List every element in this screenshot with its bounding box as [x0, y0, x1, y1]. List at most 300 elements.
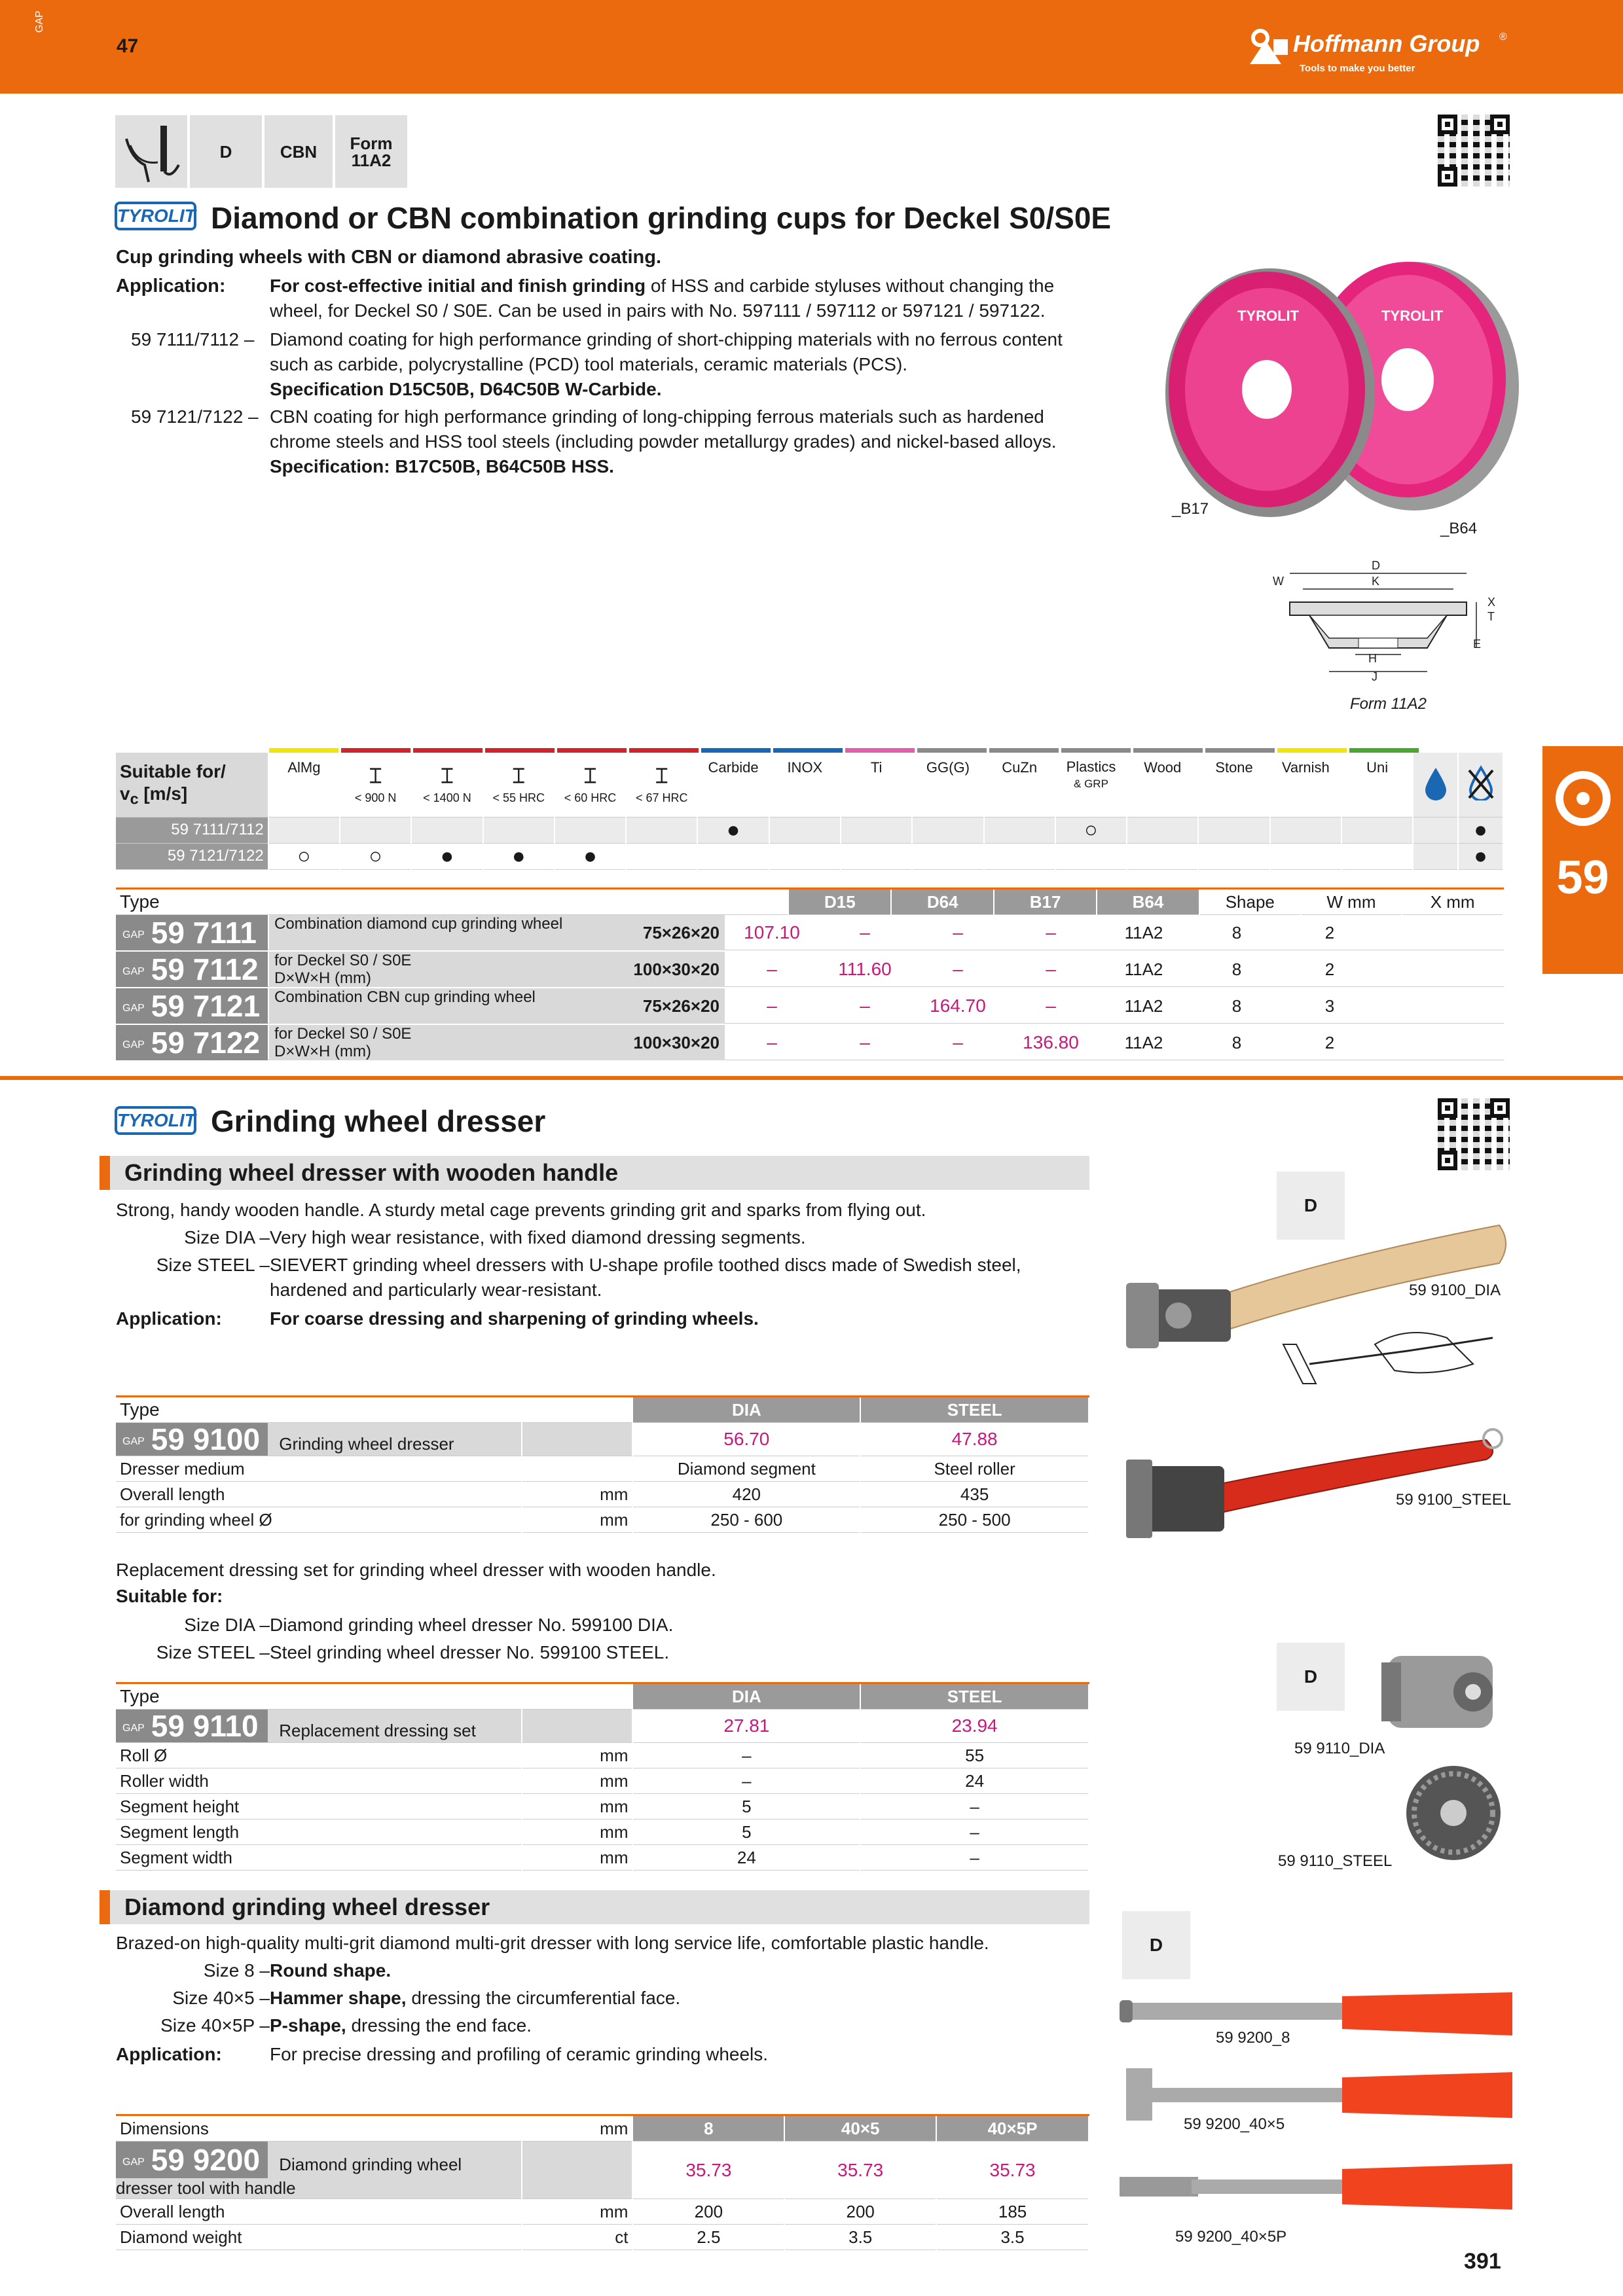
row-shape: 11A2 [1124, 996, 1163, 1016]
section-title-dresser: Grinding wheel dresser [211, 1104, 546, 1138]
spec-label: Segment width [116, 1845, 522, 1871]
replacement-steel-image [1395, 1761, 1512, 1865]
table-cell [1005, 1025, 1097, 1060]
grinding-wheel-icon [1550, 766, 1616, 831]
t2-head-blank [522, 1397, 633, 1423]
chapter-tab[interactable] [1542, 746, 1623, 974]
diamond-dresser-description: Brazed-on high-quality multi-grit diamond multi-grit dresser with long service life, comfortable plastic handle. [116, 1933, 989, 1953]
size40x5-bold: Hammer shape, [270, 1988, 407, 2008]
t2-price-steel: 47.88 [860, 1423, 1089, 1456]
t3-article-row[interactable] [116, 1710, 1089, 1743]
table-cell [1284, 952, 1376, 987]
t4-head-unit: mm [522, 2115, 633, 2142]
spec-unit: mm [522, 1507, 633, 1533]
dresser-40x5-image [1120, 2062, 1512, 2127]
spec-unit: mm [522, 1743, 633, 1768]
size40x5p-label: Size 40×5P – [160, 2015, 270, 2036]
application-label-4: Application: [116, 2044, 222, 2064]
suit-mark-dry: ● [1458, 817, 1503, 843]
spec-label: Overall length [116, 2199, 522, 2225]
note-label-7111: 59 7111/7112 – [131, 329, 255, 350]
table-row[interactable] [116, 952, 1504, 987]
hoffmann-logo-icon [1247, 29, 1290, 65]
t4-head-dims: Dimensions [116, 2115, 522, 2142]
table-row[interactable] [116, 1025, 1504, 1060]
row-w: 8 [1231, 1033, 1242, 1052]
suit-col-13-label: Stone [1215, 759, 1253, 776]
d-label-2: D [1277, 1643, 1345, 1711]
suit-label-2: v [120, 783, 130, 804]
diamond-dresser-table [116, 2114, 1089, 2250]
suit-mark [841, 817, 912, 843]
spec-unit: mm [522, 1768, 633, 1794]
suit-col-6-label: Carbide [708, 759, 759, 776]
table-cell [1098, 988, 1190, 1024]
note-7111-line1: Diamond coating for high performance grinding of short-chipping materials with no ferrous content [270, 329, 1063, 350]
steel-line2: hardened and particularly wear-resistant. [270, 1280, 602, 1300]
t1-head-shape: Shape [1199, 889, 1301, 915]
brand-name: Hoffmann Group [1293, 30, 1480, 57]
table-cell [1005, 988, 1097, 1024]
spec-label: Dresser medium [116, 1456, 522, 1482]
price-b64: 136.80 [1023, 1032, 1079, 1052]
spec-label: Diamond weight [116, 2225, 522, 2250]
suit-colorbar [413, 748, 483, 753]
suit-colorbar [1205, 748, 1275, 753]
dresser-table [116, 1395, 1089, 1533]
price-d15: 107.10 [744, 922, 800, 942]
spec-value: 3.5 [784, 2225, 936, 2250]
table-row[interactable] [116, 988, 1504, 1024]
suit-mark [769, 817, 841, 843]
caption-9110-dia: 59 9110_DIA [1294, 1740, 1385, 1757]
spec-value: 24 [632, 1845, 860, 1871]
suit-row-label: 59 7121/7122 [116, 843, 268, 869]
dim-j: J [1372, 670, 1377, 683]
t2-head-steel: STEEL [860, 1397, 1089, 1423]
spec-row [116, 1768, 1089, 1794]
dim-h: H [1368, 652, 1377, 665]
t3-price-steel: 23.94 [860, 1710, 1089, 1743]
spec-label: Segment height [116, 1794, 522, 1820]
suit-colorbar [629, 748, 699, 753]
type-prefix: GAP [122, 1039, 145, 1050]
table-cell [1284, 915, 1376, 950]
spec-unit [522, 1456, 633, 1482]
suit-col-7-label: INOX [787, 759, 823, 776]
spec-unit: mm [522, 1820, 633, 1845]
size8-text: Round shape. [270, 1960, 392, 1981]
note-7121-spec: Specification: B17C50B, B64C50B HSS. [270, 456, 614, 476]
spec-unit: mm [522, 1845, 633, 1871]
suit-row-7111 [116, 817, 1503, 843]
price-d15: – [767, 959, 777, 979]
spec-value: 185 [936, 2199, 1089, 2225]
caption-9200-40x5p: 59 9200_40×5P [1175, 2228, 1287, 2246]
red-dresser-steel-image [1120, 1420, 1512, 1538]
size40x5-text [270, 1986, 680, 2011]
t3-article-blank [522, 1710, 633, 1743]
t4-article-blank [522, 2142, 633, 2199]
form-11a2-diagram [1270, 556, 1506, 694]
suitable-for-label: Suitable for: [116, 1586, 223, 1606]
suit-mark [912, 817, 983, 843]
suit-col-1-label: < 900 N [354, 791, 397, 804]
side-tag: GAP [34, 10, 45, 33]
dry-drop-icon [1467, 765, 1495, 800]
hoffmann-logo[interactable] [1247, 25, 1509, 77]
t2-price-dia: 56.70 [632, 1423, 860, 1456]
type-prefix: GAP [122, 1002, 145, 1014]
t2-prefix: GAP [122, 1435, 145, 1447]
tyrolit-logo: TYROLIT [115, 202, 196, 230]
price-b64: – [1046, 922, 1056, 942]
dresser-40x5p-image [1120, 2153, 1512, 2219]
suit-mark [626, 843, 697, 869]
dia-label: Size DIA – [184, 1227, 270, 1247]
table-cell [269, 988, 596, 1024]
suit-col-13 [1198, 753, 1269, 817]
price-d64: – [860, 1032, 870, 1052]
caption-9200-8: 59 9200_8 [1216, 2029, 1290, 2047]
price-d64: 111.60 [838, 959, 892, 979]
suit-col-9-label: GG(G) [926, 759, 970, 776]
suit-mark [984, 817, 1055, 843]
t3-head-blank [522, 1683, 633, 1710]
suit-col-1 [340, 753, 411, 817]
spec-value: – [632, 1768, 860, 1794]
t1-head-b17: B17 [994, 889, 1097, 915]
suit-col-8-label: Ti [870, 759, 883, 776]
suit-mark [340, 817, 411, 843]
suit-col-14-label: Varnish [1281, 759, 1330, 776]
table-cell [726, 988, 818, 1024]
application-label-2: Application: [116, 1308, 222, 1329]
suit-colorbar [341, 748, 410, 753]
note-label-7121: 59 7121/7122 – [131, 406, 259, 427]
subtitle: Cup grinding wheels with CBN or diamond abrasive coating. [116, 247, 662, 268]
table-cell [596, 988, 725, 1024]
t4-article-row[interactable] [116, 2142, 1089, 2199]
suit-mark [483, 817, 555, 843]
dim-d: D [1372, 559, 1380, 572]
t4-prefix: GAP [122, 2156, 145, 2168]
spec-value: Steel roller [860, 1456, 1089, 1482]
dresser-8-image [1120, 1983, 1512, 2042]
suit-col-6 [697, 753, 769, 817]
t3-art: 59 9110 [151, 1709, 259, 1743]
suit-mark [697, 843, 769, 869]
suit-col-10 [984, 753, 1055, 817]
suit-colorbar [1277, 748, 1347, 753]
t4-price-8: 35.73 [632, 2142, 784, 2199]
spec-value: 420 [632, 1482, 860, 1507]
t4-head-40x5: 40×5 [784, 2115, 936, 2142]
size8-label: Size 8 – [203, 1960, 270, 1981]
suit-col-5 [626, 753, 697, 817]
row-w: 8 [1231, 923, 1242, 942]
steel-beam-icon: ⌶ [512, 763, 525, 787]
replacement-dia-image [1375, 1643, 1506, 1741]
price-b17: – [953, 1032, 963, 1052]
note-text-7111 [270, 327, 1063, 402]
spec-label: Segment length [116, 1820, 522, 1845]
article-number: 59 7111 [151, 916, 257, 950]
article-number: 59 7122 [151, 1026, 261, 1060]
spec-value: 200 [784, 2199, 936, 2225]
spec-value: 250 - 500 [860, 1507, 1089, 1533]
spec-row [116, 2225, 1089, 2250]
suit-col-15 [1341, 753, 1413, 817]
t1-head-x: X mm [1402, 889, 1503, 915]
suit-colorbar [557, 748, 627, 753]
application-bold: For cost-effective initial and finish grinding [270, 276, 646, 296]
table-cell [912, 915, 1004, 950]
replacement-table [116, 1682, 1089, 1871]
suit-mark [841, 843, 912, 869]
suit-mark-wet [1413, 843, 1458, 869]
row-desc2: D×W×H (mm) [274, 969, 371, 987]
suit-col-4 [555, 753, 626, 817]
table-cell [596, 915, 725, 950]
table-cell [596, 952, 725, 987]
suit-mark [1055, 843, 1127, 869]
dim-w: W [1273, 575, 1284, 588]
row-desc1: Combination CBN cup grinding wheel [274, 988, 536, 1006]
price-b17: – [953, 959, 963, 979]
table-cell [726, 1025, 818, 1060]
wheel-print-b: TYROLIT [1381, 308, 1444, 324]
suit-row-label: 59 7111/7112 [116, 817, 268, 843]
price-d15: – [767, 996, 777, 1016]
row-dim: 75×26×20 [642, 923, 720, 942]
note-text-7121 [270, 404, 1057, 479]
price-b17: 164.70 [930, 996, 986, 1016]
caption-b17: _B17 [1172, 500, 1209, 518]
t4-price-40x5p: 35.73 [936, 2142, 1089, 2199]
spec-unit: mm [522, 1794, 633, 1820]
wheel-print-a: TYROLIT [1237, 308, 1300, 324]
grinding-cup-table [116, 888, 1504, 915]
spec-value: 24 [860, 1768, 1089, 1794]
suit-row-7121 [116, 843, 1503, 869]
caption-b64: _B64 [1440, 520, 1478, 537]
dim-t: T [1487, 610, 1495, 623]
t1-head-w: W mm [1301, 889, 1402, 915]
application-text-4: For precise dressing and profiling of ceramic grinding wheels. [270, 2044, 769, 2064]
article-number: 59 7112 [151, 952, 259, 986]
suit-mark [1127, 817, 1198, 843]
size40x5-rest: dressing the circumferential face. [406, 1988, 681, 2008]
t3-head-steel: STEEL [860, 1683, 1089, 1710]
t2-art: 59 9100 [151, 1422, 261, 1456]
row-w: 8 [1231, 960, 1242, 979]
header-box-form [335, 115, 408, 188]
suit-col-4-label: < 60 HRC [564, 791, 617, 804]
table-cell [1284, 988, 1376, 1024]
t2-article-row[interactable] [116, 1423, 1089, 1456]
table-cell [116, 988, 268, 1024]
suit-mark: ● [483, 843, 555, 869]
price-d15: – [767, 1032, 777, 1052]
steel-beam-icon: ⌶ [369, 763, 382, 787]
spec-unit: mm [522, 1482, 633, 1507]
dim-k: K [1372, 575, 1380, 588]
suit-mark [268, 817, 340, 843]
row-shape: 11A2 [1124, 960, 1163, 979]
steel-line1: SIEVERT grinding wheel dressers with U-shape profile toothed discs made of Swedish steel, [270, 1255, 1021, 1275]
suit-mark [984, 843, 1055, 869]
table-cell [912, 952, 1004, 987]
t3-desc: Replacement dressing set [279, 1721, 476, 1740]
t3-prefix: GAP [122, 1722, 145, 1734]
spec-value: 250 - 600 [632, 1507, 860, 1533]
t1-head-d15: D15 [788, 889, 891, 915]
spec-label: Overall length [116, 1482, 522, 1507]
spec-value: 5 [632, 1794, 860, 1820]
t1-head-b64: B64 [1097, 889, 1199, 915]
t4-article [116, 2142, 522, 2199]
table-cell [726, 952, 818, 987]
page-number-bottom: 391 [1464, 2249, 1501, 2274]
spec-value: Diamond segment [632, 1456, 860, 1482]
price-d64: – [860, 996, 870, 1016]
header-box-cbn: CBN [264, 115, 333, 188]
suit-label-3: [m/s] [138, 783, 188, 804]
caption-9100-dia: 59 9100_DIA [1409, 1282, 1501, 1299]
suit-mark: ● [411, 843, 483, 869]
suit-colorbar [485, 748, 555, 753]
t4-desc: Diamond grinding wheel dresser tool with handle [116, 2155, 462, 2198]
section-title-grinding-cups: Diamond or CBN combination grinding cups for Deckel S0/S0E [211, 201, 1112, 235]
table-cell [1098, 1025, 1190, 1060]
suit-mark-dry: ● [1458, 843, 1503, 869]
caption-form-11a2: Form 11A2 [1350, 695, 1427, 713]
t2-head-type: Type [116, 1397, 522, 1423]
suit-mark: ○ [340, 843, 411, 869]
application-text [270, 274, 1054, 323]
row-dim: 100×30×20 [633, 960, 720, 979]
price-d64: – [860, 922, 870, 942]
row-shape: 11A2 [1124, 923, 1163, 942]
suit-mark: ○ [268, 843, 340, 869]
page-number-top: 47 [117, 35, 139, 57]
table-cell [116, 952, 268, 987]
t4-price-40x5: 35.73 [784, 2142, 936, 2199]
suit-col-0 [268, 753, 340, 817]
tyrolit-logo-2: TYROLIT [115, 1106, 196, 1135]
table-cell [726, 915, 818, 950]
t4-head-8: 8 [632, 2115, 784, 2142]
application-rest: of HSS and carbide styluses without changing the [646, 276, 1055, 296]
suit-colorbar [917, 748, 987, 753]
suit-label-1: Suitable for/ [120, 761, 226, 782]
spec-value: 55 [860, 1743, 1089, 1768]
s3-steel-text: Steel grinding wheel dresser No. 599100 STEEL. [270, 1642, 670, 1662]
spec-label: for grinding wheel Ø [116, 1507, 522, 1533]
suit-col-3-label: < 55 HRC [492, 791, 545, 804]
table-cell [1005, 952, 1097, 987]
t3-head-type: Type [116, 1683, 522, 1710]
spec-value: – [632, 1743, 860, 1768]
suit-mark [1270, 843, 1341, 869]
size40x5p-text [270, 2013, 532, 2038]
price-b17: – [953, 922, 963, 942]
note-7111-line2: such as carbide, polycrystalline (PCD) tool materials, ceramic materials (PCS). [270, 354, 908, 374]
suit-col-15-label: Uni [1366, 759, 1389, 776]
table-cell [912, 1025, 1004, 1060]
spec-row [116, 1820, 1089, 1845]
suitability-table [116, 753, 1504, 870]
table-cell [596, 1025, 725, 1060]
row-x: 2 [1324, 923, 1335, 942]
table-cell [1191, 1025, 1283, 1060]
table-cell [1191, 915, 1283, 950]
s3-steel-label: Size STEEL – [156, 1642, 270, 1662]
row-dim: 75×26×20 [642, 996, 720, 1016]
row-desc1: Combination diamond cup grinding wheel [274, 915, 563, 933]
suit-mark [1270, 817, 1341, 843]
suit-colorbar [773, 748, 843, 753]
application-label: Application: [116, 276, 226, 296]
suit-mark [626, 817, 697, 843]
suit-col-10-label: CuZn [1002, 759, 1038, 776]
qr-code-2[interactable] [1438, 1098, 1510, 1170]
spec-value: – [860, 1820, 1089, 1845]
t2-article-blank [522, 1423, 633, 1456]
suit-colorbar [989, 748, 1059, 753]
spec-value: – [860, 1794, 1089, 1820]
t4-head-40x5p: 40×5P [936, 2115, 1089, 2142]
chapter-number: 59 [1556, 852, 1609, 904]
wet-grinding-col [1413, 753, 1458, 817]
spec-row [116, 1482, 1089, 1507]
qr-code-1[interactable] [1438, 115, 1510, 187]
t2-article-number [116, 1423, 268, 1456]
spec-value: 5 [632, 1820, 860, 1845]
suit-mark: ● [697, 817, 769, 843]
dia-text: Very high wear resistance, with fixed diamond dressing segments. [270, 1227, 806, 1247]
suit-mark [1127, 843, 1198, 869]
spec-row [116, 1845, 1089, 1871]
grinding-cup-image [1139, 236, 1519, 537]
suit-colorbar [1133, 748, 1203, 753]
suit-colorbar [845, 748, 915, 753]
spec-unit: ct [522, 2225, 633, 2250]
replacement-description: Replacement dressing set for grinding wheel dresser with wooden handle. [116, 1560, 716, 1580]
header-box-d: D [189, 115, 263, 188]
row-x: 2 [1324, 1033, 1335, 1052]
suit-mark-wet [1413, 817, 1458, 843]
steel-beam-icon: ⌶ [441, 763, 454, 787]
suit-col-2 [411, 753, 483, 817]
t1-head-type: Type [116, 889, 788, 915]
table-cell [116, 915, 268, 950]
suit-colorbar [1349, 748, 1419, 753]
suit-colorbar [269, 748, 338, 753]
type-prefix: GAP [122, 965, 145, 977]
dry-grinding-col [1458, 753, 1503, 817]
application-icon-box [115, 115, 188, 188]
steel-beam-icon: ⌶ [583, 763, 597, 787]
dim-x: X [1487, 596, 1496, 609]
row-x: 2 [1324, 960, 1335, 979]
suit-mark [1341, 843, 1413, 869]
caption-9110-steel: 59 9110_STEEL [1278, 1852, 1393, 1870]
suit-mark [1198, 843, 1269, 869]
table-row[interactable] [116, 915, 1504, 950]
form-label: Form 11A2 [350, 133, 393, 170]
